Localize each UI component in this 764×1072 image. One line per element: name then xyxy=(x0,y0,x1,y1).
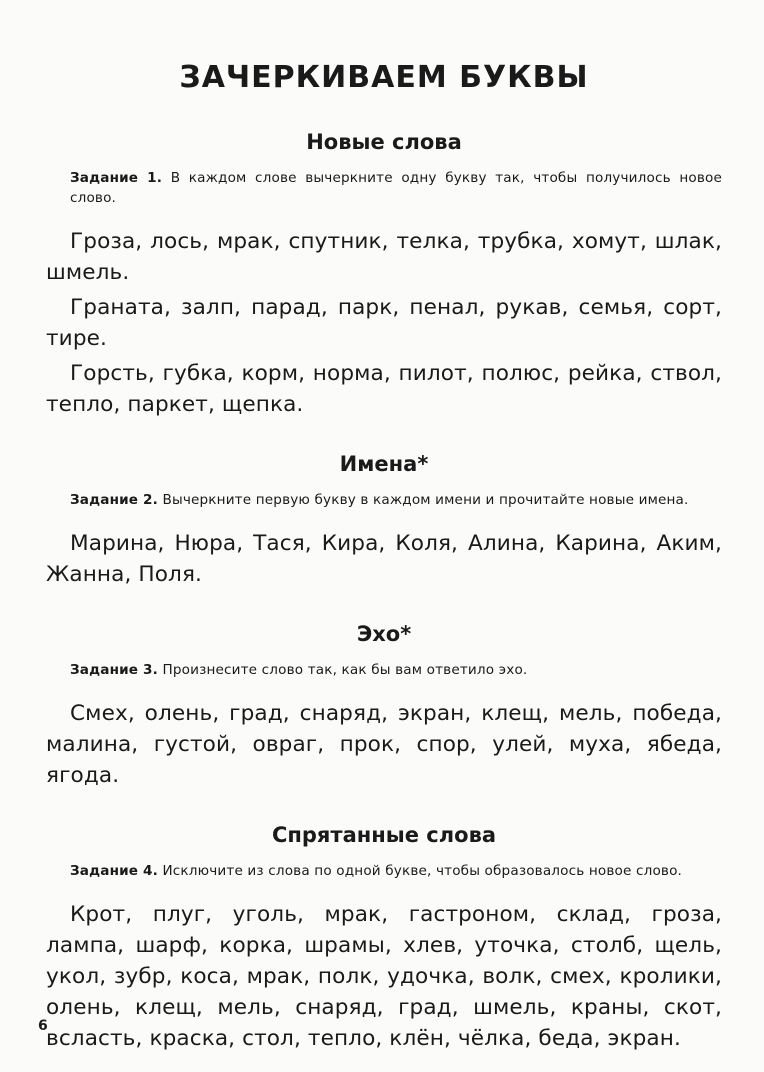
task-instruction xyxy=(46,861,722,881)
task-text: В каждом слове вычеркните одну букву так, чтобы получилось новое слово. xyxy=(70,170,722,206)
task-instruction xyxy=(46,660,722,680)
page-content xyxy=(46,58,722,1072)
section-hidden-words xyxy=(46,821,722,1054)
section-heading: Новые слова xyxy=(306,130,462,154)
section-heading: Спрятанные слова xyxy=(271,823,497,847)
task-text: Произнесите слово так, как бы вам ответило эхо. xyxy=(162,662,528,678)
task-label: Задание 4. xyxy=(70,863,158,879)
word-list: Марина, Нюра, Тася, Кира, Коля, Алина, Карина, Аким, Жанна, Поля. xyxy=(46,531,722,587)
word-list: Горсть, губка, корм, норма, пилот, полюс, рейка, ствол, тепло, паркет, щепка. xyxy=(46,361,722,417)
task-instruction xyxy=(46,490,722,510)
section-new-words xyxy=(46,128,722,420)
word-list: Крот, плуг, уголь, мрак, гастроном, склад, гроза, лампа, шарф, корка, шрамы, хлев, уточка, столб, щель, укол, зубр, коса, мрак, полк, удочка, волк, смех, кролики, олень, клещ, мель, снаряд, град, шмель, краны, скот, всласть, краска, стол, тепло, клён, чёлка, беда, экран. xyxy=(46,902,722,1051)
word-list: Смех, олень, град, снаряд, экран, клещ, мель, победа, малина, густой, овраг, прок, спор, улей, муха, ябеда, ягода. xyxy=(46,701,722,788)
page-number: 6 xyxy=(38,1018,48,1034)
task-label: Задание 1. xyxy=(70,170,163,186)
section-heading: Эхо* xyxy=(356,622,412,646)
word-list: Гроза, лось, мрак, спутник, телка, трубка, хомут, шлак, шмель. xyxy=(46,229,722,285)
task-instruction xyxy=(46,168,722,208)
task-label: Задание 3. xyxy=(70,662,158,678)
section-heading: Имена* xyxy=(339,452,429,476)
task-text: Вычеркните первую букву в каждом имени и прочитайте новые имена. xyxy=(162,492,689,508)
task-text: Исключите из слова по одной букве, чтобы образовалось новое слово. xyxy=(162,863,683,879)
page-title: ЗАЧЕРКИВАЕМ БУКВЫ xyxy=(179,60,589,95)
task-label: Задание 2. xyxy=(70,492,158,508)
section-names xyxy=(46,450,722,590)
section-echo xyxy=(46,620,722,791)
word-list: Граната, залп, парад, парк, пенал, рукав, семья, сорт, тире. xyxy=(46,295,722,351)
